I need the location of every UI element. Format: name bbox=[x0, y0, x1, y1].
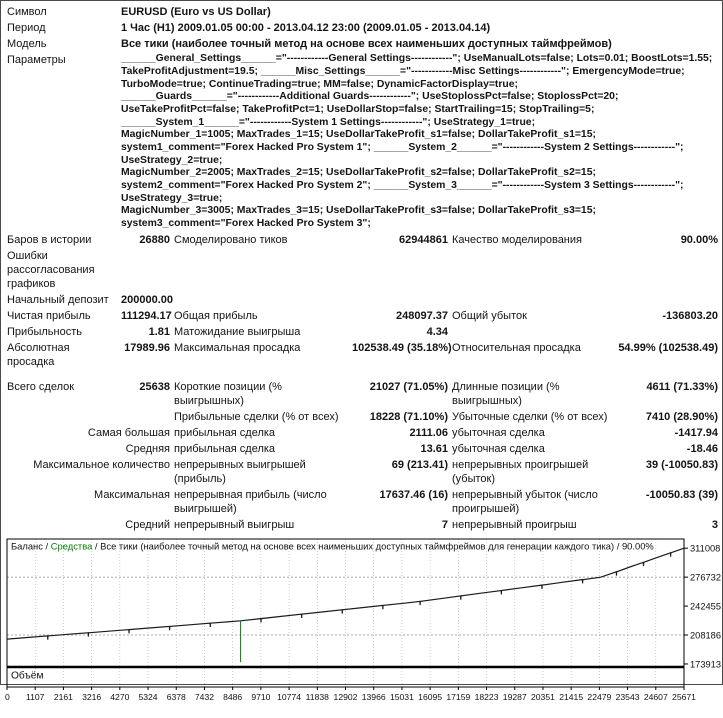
volume-pane-label: Объём bbox=[11, 670, 44, 682]
report-value: 1 Час (H1) 2009.01.05 00:00 - 2013.04.12 23:00 (2009.01.05 - 2013.04.14) bbox=[121, 22, 491, 35]
report-label: Максимальная просадка bbox=[174, 342, 301, 355]
report-value: 111294.17 bbox=[121, 310, 172, 323]
report-label: непрерывный выигрыш bbox=[174, 519, 295, 532]
x-axis-label: 16095 bbox=[418, 692, 443, 703]
report-value: 200000.00 bbox=[121, 294, 173, 307]
report-value: 3 bbox=[711, 519, 718, 532]
report-value: 54.99% (102538.49) bbox=[618, 342, 718, 355]
chart-title-part: Баланс bbox=[11, 540, 43, 552]
report-row bbox=[5, 457, 720, 487]
report-value: 7410 (28.90%) bbox=[645, 410, 718, 423]
report-value: 248097.37 bbox=[396, 310, 448, 323]
x-axis-label: 1107 bbox=[25, 692, 45, 703]
report-value: 21027 (71.05%) bbox=[369, 380, 448, 393]
report-label: прибыльная сделка bbox=[174, 426, 276, 439]
report-value: -10050.83 (39) bbox=[645, 489, 718, 502]
x-axis-label: 13966 bbox=[361, 692, 386, 703]
report-label bbox=[450, 324, 610, 340]
report-label bbox=[172, 292, 350, 308]
report-label: Прибыльные сделки (% от всех) bbox=[174, 410, 339, 423]
chart-title-part: Все тики (наиболее точный метод на основе всех наименьших доступных таймфреймов для генерации каждого тика) bbox=[100, 540, 615, 552]
x-axis-label: 4270 bbox=[110, 692, 130, 703]
report-value bbox=[610, 292, 720, 308]
balance-chart bbox=[3, 537, 722, 718]
report-label: убыточная сделка bbox=[452, 426, 545, 439]
report-value bbox=[119, 248, 172, 292]
report-value: 1.81 bbox=[148, 326, 170, 339]
report-label: Средний bbox=[125, 519, 170, 532]
parameter-line: MagicNumber_2=2005; MaxTrades_2=15; UseDollarTakeProfit_s2=false; DollarTakeProfit_s2=15; system2_comment="Forex Hacked Pro System 2"; ______System_3______="------------System 3 Settings------------"; UseStrategy_3=true; bbox=[121, 167, 684, 204]
x-axis-label: 23543 bbox=[615, 692, 640, 703]
report-value: 2111.06 bbox=[409, 426, 448, 439]
report-row bbox=[5, 517, 720, 533]
y-axis-label: 208186 bbox=[690, 630, 722, 641]
report-row bbox=[5, 308, 720, 324]
report-row bbox=[5, 324, 720, 340]
report-value: Все тики (наиболее точный метод на основе всех наименьших доступных таймфреймов) bbox=[121, 38, 612, 51]
title-separator: / bbox=[42, 540, 51, 552]
equity-legend-label: Средства bbox=[50, 540, 93, 552]
x-axis-label: 0 bbox=[5, 692, 10, 703]
parameter-line: TurboMode=true; ContinueTrading=true; MM=false; DynamicFactorDisplay=true; bbox=[121, 78, 519, 90]
report-label: непрерывных выигрышей (прибыль) bbox=[174, 458, 306, 486]
report-row bbox=[5, 4, 720, 20]
balance-chart-svg bbox=[3, 537, 720, 715]
report-label: Самая большая bbox=[87, 426, 170, 439]
report-row bbox=[5, 409, 720, 425]
report-label: Символ bbox=[7, 6, 47, 18]
report-row bbox=[5, 36, 720, 52]
report-value: 90.00% bbox=[680, 233, 718, 246]
parameter-line: UseTakeProfitPct=false; TakeProfitPct=1; UseDollarStop=false; StartTrailing=15; StopTrailing=5; bbox=[121, 103, 595, 115]
x-axis-label: 12902 bbox=[333, 692, 358, 703]
report-row bbox=[5, 441, 720, 457]
parameter-line: ______General_Settings______="------------General Settings------------"; UseManualLots=false; Lots=0.01; BoostLots=1.55; bbox=[121, 53, 713, 65]
report-value: -1417.94 bbox=[674, 426, 718, 439]
x-axis-label: 9710 bbox=[251, 692, 271, 703]
report-label: убыточная сделка bbox=[452, 442, 545, 455]
report-label bbox=[450, 292, 610, 308]
report-value: 7 bbox=[441, 519, 448, 532]
spacer-row bbox=[5, 371, 720, 379]
report-value: -18.46 bbox=[686, 442, 718, 455]
x-axis-label: 24607 bbox=[643, 692, 668, 703]
report-value: 18228 (71.10%) bbox=[369, 410, 448, 423]
parameter-line: MagicNumber_3=3005; MaxTrades_3=15; UseDollarTakeProfit_s3=false; DollarTakeProfit_s3=15; system3_comment="Forex Hacked Pro System 3"; bbox=[121, 205, 596, 230]
report-label: Период bbox=[7, 22, 46, 35]
report-label bbox=[450, 248, 610, 292]
parameter-line: MagicNumber_1=1005; MaxTrades_1=15; UseDollarTakeProfit_s1=false; DollarTakeProfit_s1=15; system1_comment="Forex Hacked Pro System 1"; ______System_2______="------------System 2 Settings------------"; UseStrategy_2=true; bbox=[121, 129, 684, 166]
x-axis-label: 8486 bbox=[223, 692, 243, 703]
y-axis-label: 311008 bbox=[690, 544, 721, 555]
report-row bbox=[5, 425, 720, 441]
parameter-line: TakeProfitAdjustment=19.5; ______Misc_Settings______="------------Misc Settings------------"; EmergencyMode=true; bbox=[121, 65, 685, 77]
report-label: Баров в истории bbox=[7, 233, 92, 246]
y-axis-label: 173913 bbox=[690, 659, 722, 670]
report-row bbox=[5, 232, 720, 248]
report-value bbox=[610, 248, 720, 292]
x-axis-label: 3216 bbox=[82, 692, 102, 703]
report-value: 13.61 bbox=[420, 442, 448, 455]
report-value: EURUSD (Euro vs US Dollar) bbox=[121, 6, 271, 18]
report-label: Максимальное количество bbox=[33, 458, 170, 471]
report-label: Параметры bbox=[7, 54, 66, 67]
report-row bbox=[5, 20, 720, 36]
report-row bbox=[5, 379, 720, 409]
report-label: Длинные позиции (% выигрышных) bbox=[452, 380, 560, 407]
report-value bbox=[350, 248, 450, 292]
x-axis-label: 2161 bbox=[53, 692, 73, 703]
report-label: Качество моделирования bbox=[452, 233, 582, 246]
report-row bbox=[5, 340, 720, 370]
x-axis-label: 5324 bbox=[138, 692, 158, 703]
report-label: Матожидание выигрыша bbox=[174, 326, 301, 339]
report-value: 17989.96 bbox=[124, 342, 170, 355]
report-label: Прибыльность bbox=[7, 326, 82, 339]
report-label bbox=[5, 409, 172, 425]
report-label: Всего сделок bbox=[7, 380, 75, 393]
report-value: 25638 bbox=[139, 380, 170, 393]
report-label: непрерывный убыток (число проигрышей) bbox=[452, 489, 598, 516]
x-axis-label: 19287 bbox=[502, 692, 527, 703]
report-value: 69 (213.41) bbox=[391, 458, 448, 471]
report-value bbox=[350, 292, 450, 308]
report-label: Короткие позиции (% выигрышных) bbox=[174, 380, 282, 407]
report-label: Средняя bbox=[125, 442, 170, 455]
report-label: непрерывная прибыль (число выигрышей) bbox=[174, 489, 327, 516]
report-label: Ошибки рассогласования графиков bbox=[7, 249, 95, 291]
x-axis-label: 22479 bbox=[587, 692, 612, 703]
report-value: 39 (-10050.83) bbox=[645, 458, 718, 471]
report-label: Абсолютная просадка bbox=[7, 342, 70, 369]
y-axis-label: 276732 bbox=[690, 572, 722, 583]
spacer bbox=[5, 371, 720, 379]
report-label: Относительная просадка bbox=[452, 342, 581, 355]
title-separator: / bbox=[614, 540, 622, 552]
x-axis-label: 15031 bbox=[389, 692, 414, 703]
parameter-line: ______Guards______="------------Additional Guards------------"; UseStoplossPct=false; StoplossPct=20; bbox=[121, 91, 619, 103]
parameters-row bbox=[5, 52, 720, 232]
report-label: прибыльная сделка bbox=[174, 442, 276, 455]
report-table bbox=[5, 4, 720, 533]
report-value: 102538.49 (35.18%) bbox=[352, 342, 452, 355]
x-axis-label: 21415 bbox=[559, 692, 584, 703]
title-separator: / bbox=[92, 540, 101, 552]
report-label: Общий убыток bbox=[452, 310, 527, 323]
report-label: Модель bbox=[7, 38, 47, 51]
chart-title-part: 90.00% bbox=[621, 540, 654, 552]
x-axis-label: 18223 bbox=[474, 692, 499, 703]
report-label: Максимальная bbox=[94, 489, 170, 502]
x-axis-label: 17159 bbox=[446, 692, 471, 703]
report-label: непрерывный проигрыш bbox=[452, 519, 577, 532]
report-value bbox=[610, 324, 720, 340]
report-value: 4.34 bbox=[426, 326, 448, 339]
chart-title bbox=[11, 541, 654, 552]
report-value: 17637.46 (16) bbox=[379, 489, 448, 502]
parameter-line: ______System_1______="------------System 1 Settings------------"; UseStrategy_1=true; bbox=[121, 116, 536, 128]
x-axis-label: 6378 bbox=[166, 692, 186, 703]
report-value: 62944861 bbox=[399, 233, 448, 246]
report-row bbox=[5, 248, 720, 292]
y-axis-label: 242455 bbox=[690, 601, 722, 612]
report-value: -136803.20 bbox=[662, 310, 718, 323]
report-label: Начальный депозит bbox=[7, 294, 109, 307]
report-value: 4611 (71.33%) bbox=[646, 380, 718, 393]
report-label: Смоделировано тиков bbox=[174, 233, 288, 246]
x-axis-label: 25671 bbox=[672, 692, 696, 703]
report-label: Чистая прибыль bbox=[7, 310, 91, 323]
report-label: непрерывных проигрышей (убыток) bbox=[452, 458, 589, 486]
report-row bbox=[5, 292, 720, 308]
report-label: Общая прибыль bbox=[174, 310, 258, 323]
x-axis-label: 7432 bbox=[194, 692, 215, 703]
x-axis-label: 20351 bbox=[531, 692, 555, 703]
report-label: Убыточные сделки (% от всех) bbox=[452, 410, 608, 423]
report-label bbox=[172, 248, 350, 292]
report-row bbox=[5, 487, 720, 517]
x-axis-label: 11838 bbox=[305, 692, 329, 703]
chart-border bbox=[7, 539, 684, 687]
report-value: 26880 bbox=[139, 233, 170, 246]
x-axis-label: 10774 bbox=[277, 692, 302, 703]
parameters-value bbox=[119, 52, 720, 232]
